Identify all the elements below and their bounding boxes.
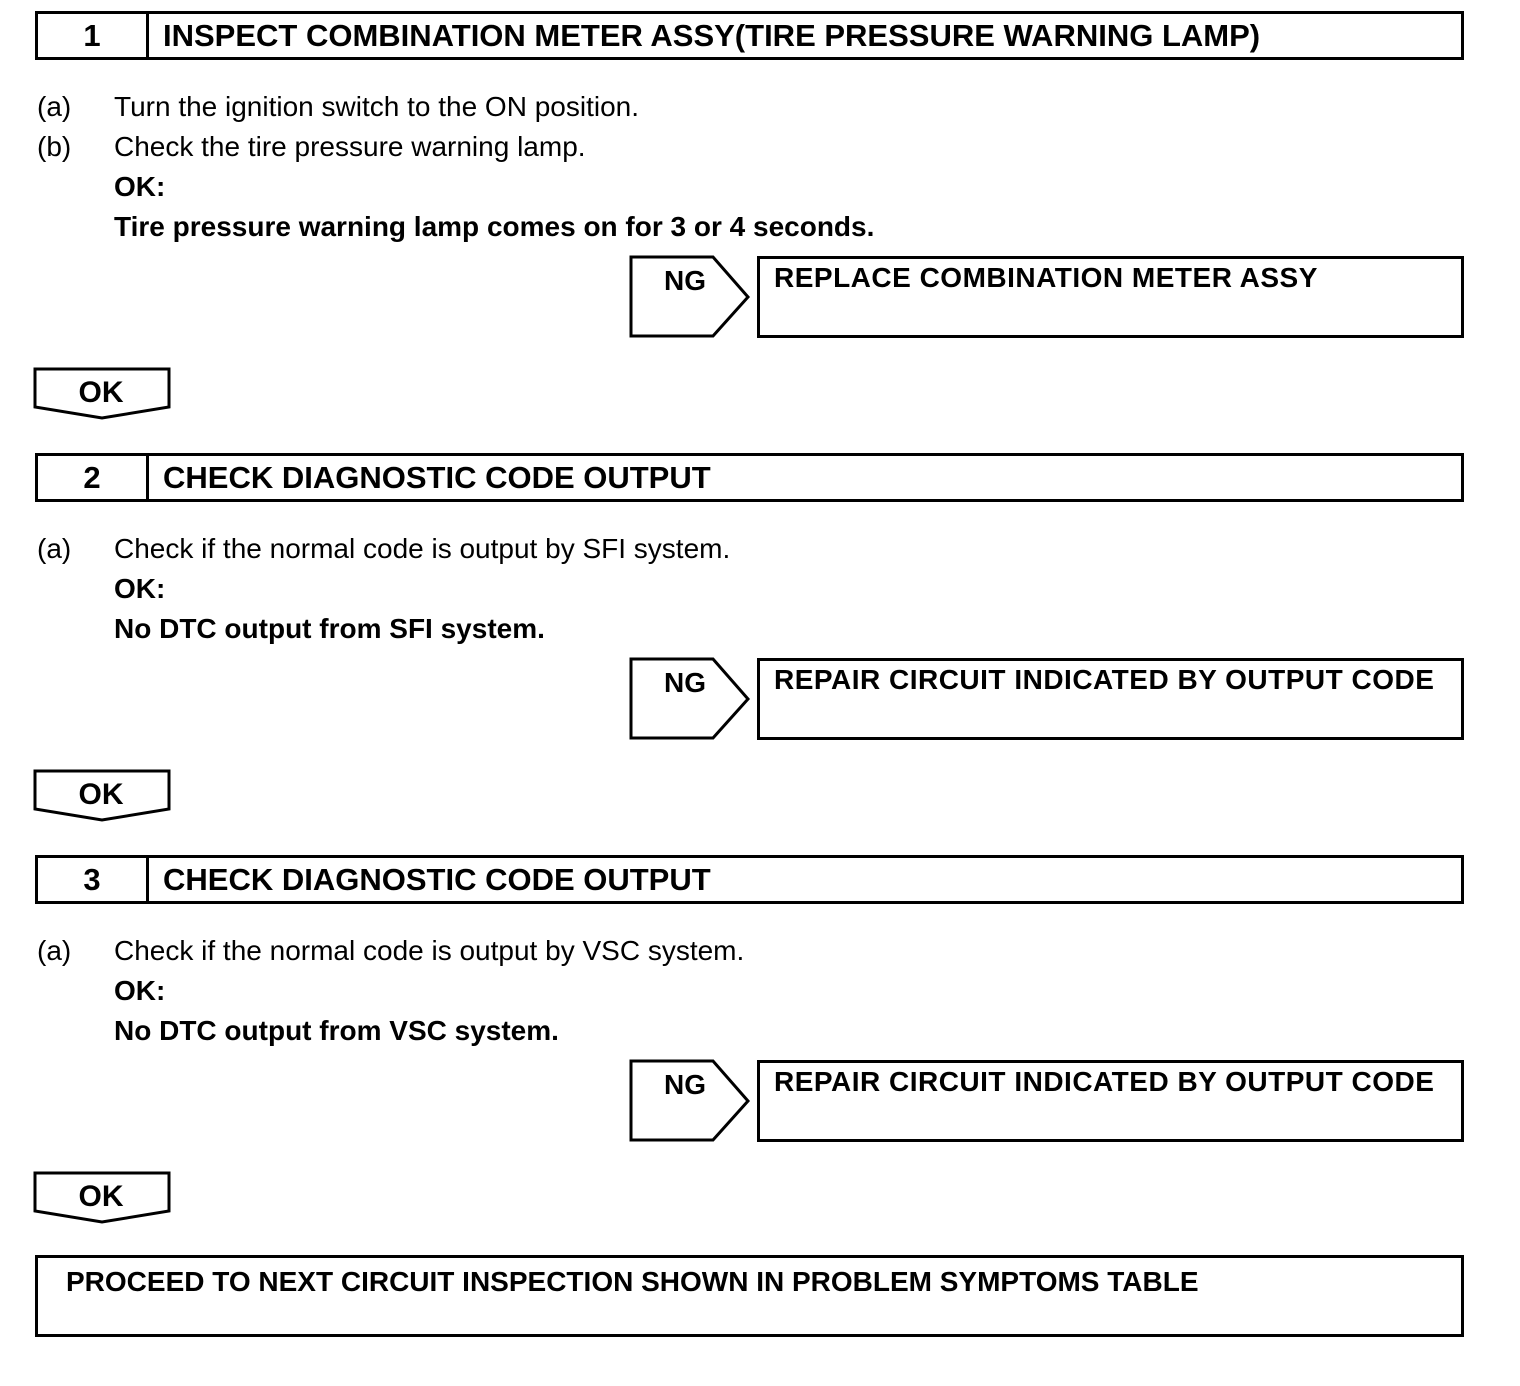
- step-2-substep-a-text: Check if the normal code is output by SFI system.: [114, 533, 731, 564]
- step-1-header: [35, 11, 1464, 60]
- step-3-ng-label: NG: [664, 1069, 706, 1100]
- step-2-title: CHECK DIAGNOSTIC CODE OUTPUT: [163, 460, 711, 495]
- step-1-ok-condition: Tire pressure warning lamp comes on for 3 or 4 seconds.: [114, 211, 875, 242]
- step-3-ok-label: OK:: [114, 975, 166, 1006]
- step-3-ok-arrow-label: OK: [78, 1180, 124, 1213]
- step-3-substep-a-label: (a): [37, 935, 72, 966]
- step-1-number: 1: [38, 14, 149, 57]
- step-1-ok-label: OK:: [114, 171, 166, 202]
- step-2-ng-action-text: REPAIR CIRCUIT INDICATED BY OUTPUT CODE: [774, 664, 1435, 695]
- step-1-ng-label: NG: [664, 265, 706, 296]
- step-3-ok-condition: No DTC output from VSC system.: [114, 1015, 559, 1046]
- step-1-substep-b-text: Check the tire pressure warning lamp.: [114, 131, 586, 162]
- step-2-ng-label: NG: [664, 667, 706, 698]
- final-action-text: PROCEED TO NEXT CIRCUIT INSPECTION SHOWN IN PROBLEM SYMPTOMS TABLE: [66, 1266, 1199, 1297]
- step-3-ng-action-box: [757, 1060, 1464, 1142]
- step-2-ok-condition: No DTC output from SFI system.: [114, 613, 545, 644]
- step-2-substep-a-label: (a): [37, 533, 72, 564]
- final-action-box: [35, 1255, 1464, 1337]
- step-3-title: CHECK DIAGNOSTIC CODE OUTPUT: [163, 862, 711, 897]
- step-3-ng-action-text: REPAIR CIRCUIT INDICATED BY OUTPUT CODE: [774, 1066, 1435, 1097]
- step-1-ng-action-text: REPLACE COMBINATION METER ASSY: [774, 262, 1318, 293]
- step-1-substep-a-text: Turn the ignition switch to the ON position.: [114, 91, 639, 122]
- step-1-title: INSPECT COMBINATION METER ASSY(TIRE PRESSURE WARNING LAMP): [163, 18, 1261, 53]
- step-2-ok-arrow-label: OK: [78, 778, 124, 811]
- step-2-ng-action-box: [757, 658, 1464, 740]
- step-2-ok-label: OK:: [114, 573, 166, 604]
- step-1-substep-a-label: (a): [37, 91, 72, 122]
- step-3-substep-a-text: Check if the normal code is output by VSC system.: [114, 935, 745, 966]
- step-1-ok-arrow-label: OK: [78, 376, 124, 409]
- step-2-header: [35, 453, 1464, 502]
- step-1-substep-b-label: (b): [37, 131, 72, 162]
- step-1-ng-action-box: [757, 256, 1464, 338]
- step-3-header: [35, 855, 1464, 904]
- step-2-number: 2: [38, 456, 149, 499]
- step-3-number: 3: [38, 858, 149, 901]
